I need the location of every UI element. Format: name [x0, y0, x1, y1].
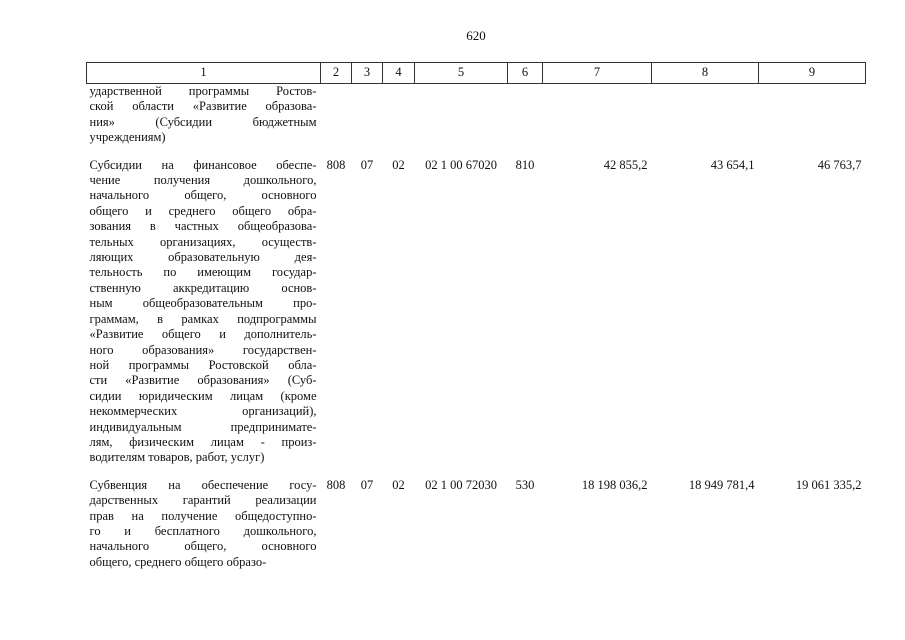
description-line: учреждениям): [89, 130, 166, 145]
description-line: ного образования» государствен-: [89, 342, 317, 357]
gov-department-code: 808: [326, 477, 346, 492]
table-row: [87, 158, 866, 466]
row-spacer: [87, 466, 866, 478]
header-cell-1: 1: [87, 63, 321, 84]
target-article-code: 02 1 00 72030: [425, 477, 497, 492]
expense-type-code: 530: [515, 477, 535, 492]
description-line: начального общего, основного: [89, 188, 317, 203]
description-line: граммам, в рамках подпрограммы: [89, 311, 317, 326]
subsection-code: 02: [392, 477, 405, 492]
description-line: Субсидии на финансовое обеспе-: [89, 157, 317, 172]
header-cell-7: 7: [543, 63, 652, 84]
amount-year-3: 46 763,7: [817, 157, 862, 172]
section-code: 07: [360, 157, 374, 172]
description-line: ударственной программы Ростов-: [89, 84, 317, 98]
header-cell-8: 8: [652, 63, 759, 84]
amount-year-2: [652, 84, 759, 146]
amount-year-2: 43 654,1: [710, 157, 755, 172]
amount-year-1: [543, 84, 652, 146]
page-number: 620: [466, 28, 486, 43]
row-spacer-cell: [87, 146, 866, 158]
row-spacer-cell: [87, 466, 866, 478]
header-row: [87, 63, 866, 84]
section-code: 07: [360, 477, 374, 492]
amount-year-1: 18 198 036,2: [581, 477, 648, 492]
description-line: тельность по имеющим государ-: [89, 265, 317, 280]
description-line: ным общеобразовательным про-: [89, 296, 317, 311]
description-line: лям, физическим лицам - произ-: [89, 434, 317, 449]
description-line: ляющих образовательную дея-: [89, 250, 317, 265]
description-line: чение получения дошкольного,: [89, 173, 317, 188]
subsection-code: 02: [392, 157, 405, 172]
budget-table: [86, 62, 866, 570]
description-line: Субвенция на обеспечение госу-: [89, 477, 317, 492]
description-line: дарственных гарантий реализации: [89, 493, 317, 508]
description-line: зования в частных общеобразова-: [89, 219, 317, 234]
description-line: тельных организациях, осуществ-: [89, 234, 317, 249]
expense-type-code: [508, 84, 543, 146]
description-line: общего и среднего общего обра-: [89, 203, 317, 218]
description-line: ной программы Ростовской обла-: [89, 357, 317, 372]
description-line: прав на получение общедоступно-: [89, 508, 317, 523]
description-line: водителям товаров, работ, услуг): [89, 450, 265, 465]
description-line: индивидуальным предпринимате-: [89, 419, 317, 434]
description-line: сти «Развитие образования» (Суб-: [89, 373, 317, 388]
header-cell-2: 2: [321, 63, 352, 84]
description-line: ской области «Развитие образова-: [89, 99, 317, 114]
section-code: [352, 84, 383, 146]
description-line: сидии юридическим лицам (кроме: [89, 388, 317, 403]
header-cell-6: 6: [508, 63, 543, 84]
table-row: [87, 84, 866, 146]
amount-year-3: 19 061 335,2: [795, 477, 862, 492]
subsection-code: [383, 84, 415, 146]
description-line: некоммерческих организаций),: [89, 404, 317, 419]
row-description: [87, 158, 321, 466]
description-line: начального общего, основного: [89, 539, 317, 554]
target-article-code: 02 1 00 67020: [425, 157, 497, 172]
description-line: ния» (Субсидии бюджетным: [89, 114, 317, 129]
header-cell-9: 9: [759, 63, 866, 84]
description-line: «Развитие общего и дополнитель-: [89, 327, 317, 342]
row-description: [87, 84, 321, 146]
header-cell-4: 4: [383, 63, 415, 84]
amount-year-3: [759, 84, 866, 146]
row-spacer: [87, 146, 866, 158]
table-body: [87, 84, 866, 571]
description-line: ственную аккредитацию основ-: [89, 280, 317, 295]
header-cell-5: 5: [415, 63, 508, 84]
gov-department-code: [321, 84, 352, 146]
description-line: го и бесплатного дошкольного,: [89, 523, 317, 538]
header-cell-3: 3: [352, 63, 383, 84]
table-row: [87, 478, 866, 570]
row-description: [87, 478, 321, 570]
expense-type-code: 810: [515, 157, 535, 172]
description-line: общего, среднего общего образо-: [89, 554, 267, 569]
target-article-code: [415, 84, 508, 146]
gov-department-code: 808: [326, 157, 346, 172]
amount-year-2: 18 949 781,4: [688, 477, 755, 492]
amount-year-1: 42 855,2: [603, 157, 648, 172]
